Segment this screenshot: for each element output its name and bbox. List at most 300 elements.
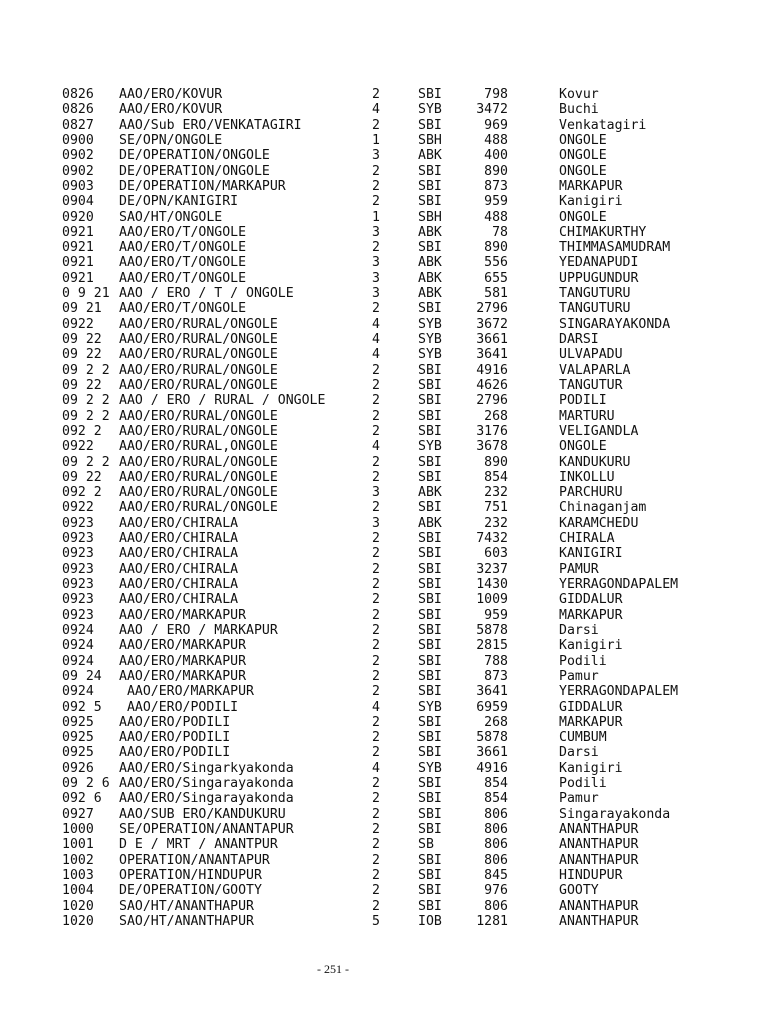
category: 4 [372,760,380,776]
office-name: AAO/SUB ERO/KANDUKURU [119,806,286,822]
office-name: AAO/Sub ERO/VENKATAGIRI [119,117,302,133]
bank-name: SYB [418,699,442,715]
office-code: 0925 [62,745,94,761]
amount: 78 [492,224,508,240]
office-code: 0922 [62,500,94,516]
amount: 4626 [476,377,508,393]
office-code: 092 2 [62,423,102,439]
amount: 3661 [476,745,508,761]
amount: 854 [484,776,508,792]
office-name: AAO/ERO/PODILI [119,745,231,761]
category: 2 [372,806,380,822]
office-code: 0923 [62,515,94,531]
office-name: AAO/ERO/RURAL/ONGOLE [119,454,278,470]
table-row [62,317,752,332]
amount: 3176 [476,423,508,439]
office-code: 0924 [62,653,94,669]
table-row [62,179,752,194]
category: 2 [372,240,380,256]
table-row [62,776,752,791]
table-row [62,378,752,393]
place-name: KARAMCHEDU [559,515,639,531]
office-name: AAO / ERO / MARKAPUR [119,622,278,638]
place-name: Pamur [559,791,599,807]
amount: 400 [484,148,508,164]
bank-name: ABK [418,270,442,286]
category: 3 [372,485,380,501]
bank-name: SBI [418,592,442,608]
table-row [62,608,752,623]
office-name: AAO/ERO/RURAL/ONGOLE [119,377,278,393]
office-name: AAO/ERO/KOVUR [119,102,223,118]
place-name: Darsi [559,745,599,761]
amount: 268 [484,408,508,424]
amount: 854 [484,469,508,485]
bank-name: SBI [418,806,442,822]
bank-name: SBI [418,883,442,899]
table-row [62,87,752,102]
category: 1 [372,132,380,148]
office-code: 0923 [62,531,94,547]
amount: 806 [484,837,508,853]
office-name: AAO/ERO/MARKAPUR [119,684,254,700]
page-number: - 251 - [317,962,349,976]
office-name: DE/OPERATION/GOOTY [119,883,262,899]
office-name: SE/OPN/ONGOLE [119,132,223,148]
place-name: Chinaganjam [559,500,647,516]
amount: 751 [484,500,508,516]
category: 2 [372,423,380,439]
office-code: 0923 [62,577,94,592]
place-name: UPPUGUNDUR [559,270,639,286]
table-row [62,301,752,316]
bank-name: SBI [418,393,442,409]
amount: 806 [484,898,508,914]
amount: 488 [484,209,508,225]
amount: 556 [484,255,508,271]
bank-name: SB [418,837,434,853]
office-code: 0826 [62,87,94,102]
category: 2 [372,531,380,547]
office-code: 09 2 2 [62,362,110,378]
table-row [62,654,752,669]
office-name: AAO/ERO/Singarayakonda [119,791,294,807]
bank-name: ABK [418,485,442,501]
bank-name: SBI [418,469,442,485]
office-code: 09 22 [62,332,102,347]
office-code: 1004 [62,883,94,899]
category: 3 [372,148,380,164]
office-name: DE/OPN/KANIGIRI [119,194,239,210]
office-name: AAO/ERO/MARKAPUR [119,638,247,654]
table-row [62,562,752,577]
amount: 969 [484,117,508,133]
category: 3 [372,270,380,286]
category: 2 [372,592,380,608]
bank-name: SYB [418,347,442,363]
place-name: Podili [559,653,607,669]
office-code: 0921 [62,240,94,256]
category: 4 [372,332,380,347]
table-row [62,271,752,286]
category: 2 [372,469,380,485]
category: 2 [372,622,380,638]
place-name: Darsi [559,622,599,638]
amount: 5878 [476,730,508,746]
office-code: 0924 [62,622,94,638]
place-name: KANDUKURU [559,454,631,470]
table-row [62,102,752,117]
category: 2 [372,867,380,883]
bank-name: SBI [418,607,442,623]
office-name: AAO/ERO/RURAL,ONGOLE [119,439,278,455]
bank-name: SBI [418,577,442,592]
amount: 2815 [476,638,508,654]
table-row [62,822,752,837]
table-row [62,133,752,148]
place-name: MARKAPUR [559,178,623,194]
table-row [62,424,752,439]
bank-name: SBI [418,638,442,654]
category: 2 [372,822,380,837]
bank-name: SBI [418,791,442,807]
table-row [62,485,752,500]
category: 2 [372,776,380,792]
place-name: MARKAPUR [559,607,623,623]
bank-name: SBI [418,668,442,684]
office-code: 0926 [62,760,94,776]
category: 3 [372,515,380,531]
office-code: 09 22 [62,469,102,485]
table-row [62,470,752,485]
category: 4 [372,102,380,118]
office-code: 09 22 [62,377,102,393]
category: 3 [372,224,380,240]
office-name: AAO/ERO/MARKAPUR [119,607,247,623]
table-row [62,164,752,179]
amount: 7432 [476,531,508,547]
office-code: 1020 [62,913,94,929]
office-name: DE/OPERATION/ONGOLE [119,163,270,179]
office-name: AAO / ERO / T / ONGOLE [119,286,294,302]
place-name: ANANTHAPUR [559,837,639,853]
office-code: 0925 [62,714,94,730]
office-name: AAO/ERO/MARKAPUR [119,668,247,684]
bank-name: SBI [418,408,442,424]
office-code: 09 22 [62,347,102,363]
office-code: 1001 [62,837,94,853]
table-row [62,899,752,914]
category: 2 [372,500,380,516]
amount: 873 [484,668,508,684]
amount: 788 [484,653,508,669]
office-code: 0921 [62,270,94,286]
office-code: 0 9 21 [62,286,110,302]
amount: 3661 [476,332,508,347]
category: 2 [372,577,380,592]
category: 2 [372,852,380,868]
office-code: 0902 [62,163,94,179]
table-row [62,455,752,470]
bank-name: SBI [418,653,442,669]
place-name: DARSI [559,332,599,347]
amount: 5878 [476,622,508,638]
office-code: 1020 [62,898,94,914]
office-name: AAO/ERO/CHIRALA [119,561,239,577]
bank-name: SBI [418,561,442,577]
place-name: YERRAGONDAPALEM [559,577,679,592]
office-name: OPERATION/HINDUPUR [119,867,262,883]
table-row [62,914,752,929]
office-code: 1003 [62,867,94,883]
table-row [62,210,752,225]
place-name: Kanigiri [559,638,623,654]
place-name: ANANTHAPUR [559,852,639,868]
office-name: AAO/ERO/Singarayakonda [119,776,294,792]
office-name: AAO/ERO/T/ONGOLE [119,255,247,271]
amount: 268 [484,714,508,730]
category: 2 [372,730,380,746]
place-name: SINGARAYAKONDA [559,316,671,332]
bank-name: SBI [418,301,442,317]
office-name: AAO/ERO/RURAL/ONGOLE [119,408,278,424]
category: 2 [372,117,380,133]
office-code: 09 24 [62,668,102,684]
table-row [62,868,752,883]
records-table [62,87,752,929]
office-code: 0904 [62,194,94,210]
category: 2 [372,898,380,914]
bank-name: SYB [418,316,442,332]
category: 5 [372,913,380,929]
amount: 890 [484,163,508,179]
place-name: TANGUTURU [559,301,631,317]
amount: 806 [484,852,508,868]
place-name: Buchi [559,102,599,118]
office-code: 092 6 [62,791,102,807]
bank-name: ABK [418,224,442,240]
category: 2 [372,377,380,393]
amount: 959 [484,194,508,210]
place-name: ONGOLE [559,209,607,225]
bank-name: SBI [418,745,442,761]
amount: 581 [484,286,508,302]
office-code: 1000 [62,822,94,837]
bank-name: SBI [418,852,442,868]
office-code: 09 2 2 [62,408,110,424]
bank-name: SBI [418,622,442,638]
category: 2 [372,163,380,179]
table-row [62,577,752,592]
category: 2 [372,714,380,730]
bank-name: SBI [418,730,442,746]
office-name: AAO/ERO/MARKAPUR [119,653,247,669]
office-name: SAO/HT/ANANTHAPUR [119,898,254,914]
bank-name: SBH [418,132,442,148]
office-name: AAO/ERO/T/ONGOLE [119,224,247,240]
category: 2 [372,684,380,700]
office-name: AAO/ERO/Singarkyakonda [119,760,294,776]
bank-name: SBI [418,240,442,256]
category: 2 [372,362,380,378]
office-name: AAO/ERO/RURAL/ONGOLE [119,423,278,439]
office-name: AAO/ERO/PODILI [119,714,231,730]
amount: 890 [484,240,508,256]
office-code: 09 21 [62,301,102,317]
amount: 3237 [476,561,508,577]
amount: 488 [484,132,508,148]
table-row [62,225,752,240]
amount: 655 [484,270,508,286]
bank-name: SYB [418,332,442,347]
place-name: CUMBUM [559,730,607,746]
amount: 1281 [476,913,508,929]
office-name: AAO/ERO/T/ONGOLE [119,301,247,317]
table-row [62,546,752,561]
category: 3 [372,255,380,271]
bank-name: SBI [418,822,442,837]
office-name: SAO/HT/ONGOLE [119,209,223,225]
table-row [62,761,752,776]
office-code: 0826 [62,102,94,118]
office-code: 0902 [62,148,94,164]
amount: 1009 [476,592,508,608]
place-name: Kanigiri [559,194,623,210]
amount: 873 [484,178,508,194]
table-row [62,807,752,822]
office-name: DE/OPERATION/ONGOLE [119,148,270,164]
office-code: 09 2 2 [62,454,110,470]
table-row [62,347,752,362]
table-row [62,118,752,133]
office-code: 0903 [62,178,94,194]
category: 2 [372,653,380,669]
bank-name: SBH [418,209,442,225]
place-name: YERRAGONDAPALEM [559,684,679,700]
office-code: 0924 [62,638,94,654]
bank-name: SBI [418,117,442,133]
table-row [62,500,752,515]
category: 2 [372,301,380,317]
amount: 4916 [476,362,508,378]
table-row [62,715,752,730]
category: 2 [372,745,380,761]
office-name: AAO/ERO/T/ONGOLE [119,270,247,286]
office-code: 0924 [62,684,94,700]
place-name: YEDANAPUDI [559,255,639,271]
place-name: VALAPARLA [559,362,631,378]
office-name: AAO/ERO/T/ONGOLE [119,240,247,256]
office-name: OPERATION/ANANTAPUR [119,852,270,868]
place-name: Pamur [559,668,599,684]
amount: 3672 [476,316,508,332]
amount: 806 [484,822,508,837]
place-name: ONGOLE [559,132,607,148]
bank-name: SBI [418,377,442,393]
category: 1 [372,209,380,225]
amount: 232 [484,515,508,531]
bank-name: ABK [418,515,442,531]
place-name: KANIGIRI [559,546,623,562]
office-code: 0922 [62,439,94,455]
office-name: AAO/ERO/CHIRALA [119,546,239,562]
place-name: Venkatagiri [559,117,647,133]
amount: 4916 [476,760,508,776]
table-row [62,684,752,699]
amount: 3641 [476,347,508,363]
bank-name: SBI [418,362,442,378]
category: 2 [372,668,380,684]
table-row [62,439,752,454]
place-name: ONGOLE [559,148,607,164]
bank-name: SBI [418,454,442,470]
amount: 845 [484,867,508,883]
bank-name: SBI [418,500,442,516]
office-code: 092 2 [62,485,102,501]
table-row [62,791,752,806]
category: 4 [372,439,380,455]
place-name: ANANTHAPUR [559,898,639,914]
table-row [62,883,752,898]
bank-name: SBI [418,178,442,194]
category: 2 [372,178,380,194]
table-row [62,531,752,546]
table-row [62,240,752,255]
category: 2 [372,194,380,210]
bank-name: ABK [418,286,442,302]
table-row [62,730,752,745]
place-name: TANGUTURU [559,286,631,302]
category: 4 [372,699,380,715]
bank-name: ABK [418,255,442,271]
place-name: TANGUTUR [559,377,623,393]
table-row [62,286,752,301]
bank-name: SYB [418,439,442,455]
place-name: Kanigiri [559,760,623,776]
category: 2 [372,561,380,577]
bank-name: SBI [418,531,442,547]
table-row [62,409,752,424]
office-code: 0900 [62,132,94,148]
office-name: AAO/ERO/CHIRALA [119,515,239,531]
office-name: AAO/ERO/RURAL/ONGOLE [119,485,278,501]
amount: 806 [484,806,508,822]
amount: 976 [484,883,508,899]
place-name: ANANTHAPUR [559,822,639,837]
office-code: 0923 [62,561,94,577]
amount: 854 [484,791,508,807]
place-name: ULVAPADU [559,347,623,363]
amount: 3641 [476,684,508,700]
office-code: 0923 [62,607,94,623]
office-name: SAO/HT/ANANTHAPUR [119,913,254,929]
table-row [62,148,752,163]
office-name: SE/OPERATION/ANANTAPUR [119,822,294,837]
category: 2 [372,454,380,470]
place-name: THIMMASAMUDRAM [559,240,671,256]
table-row [62,332,752,347]
place-name: ANANTHAPUR [559,913,639,929]
bank-name: SBI [418,163,442,179]
bank-name: ABK [418,148,442,164]
table-row [62,700,752,715]
bank-name: SBI [418,423,442,439]
place-name: Singarayakonda [559,806,671,822]
office-name: DE/OPERATION/MARKAPUR [119,178,286,194]
bank-name: SBI [418,87,442,102]
office-code: 0923 [62,546,94,562]
category: 2 [372,883,380,899]
